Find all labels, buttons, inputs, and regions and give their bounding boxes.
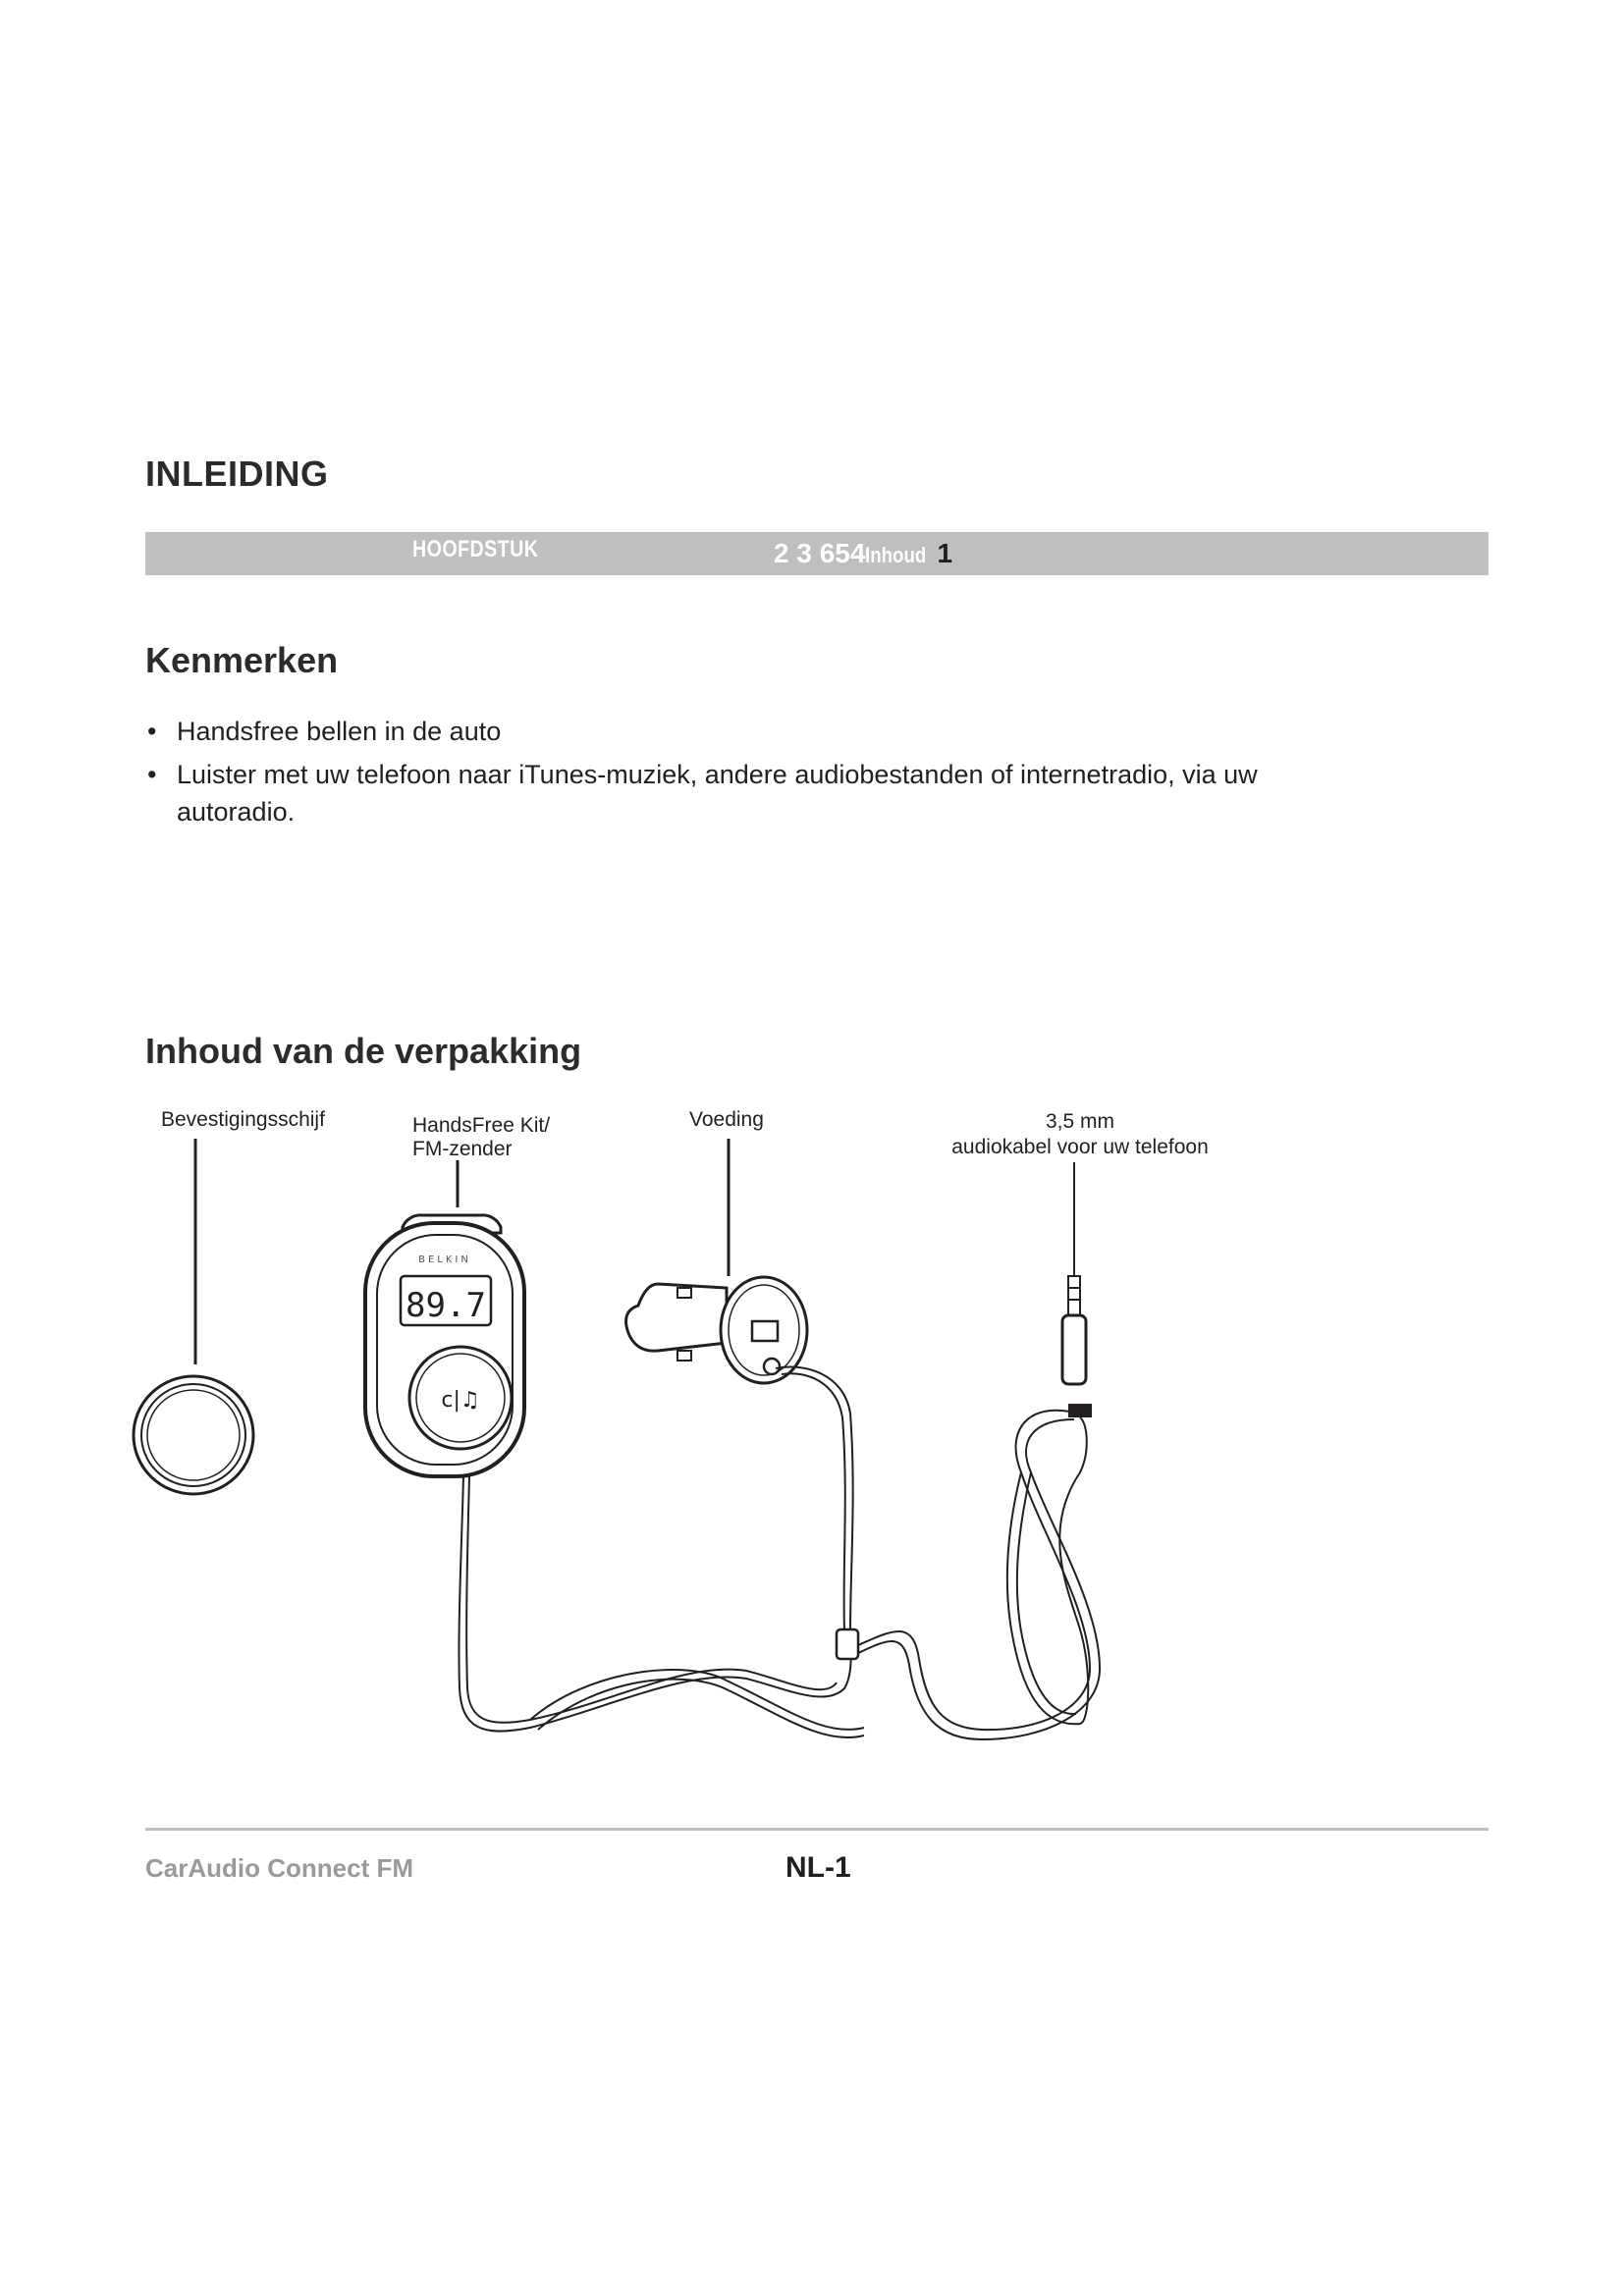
- list-item: • Handsfree bellen in de auto: [145, 713, 1373, 750]
- chapter-inhoud-link[interactable]: Inhoud: [865, 543, 927, 567]
- chapter-current-number: 1: [937, 538, 953, 568]
- footer-divider: [145, 1828, 1489, 1831]
- device-frequency: 89.7: [406, 1286, 486, 1325]
- label-kit-line1: HandsFree Kit/: [412, 1114, 551, 1137]
- chapter-other-numbers[interactable]: 2 3 654: [774, 538, 866, 568]
- cable-splitter: [837, 1629, 858, 1659]
- label-cable-line1: 3,5 mm: [1045, 1110, 1114, 1133]
- device-brand: BELKIN: [418, 1255, 471, 1265]
- usb-port-icon: [752, 1321, 778, 1341]
- label-cable-line2: audiokabel voor uw telefoon: [951, 1136, 1209, 1158]
- label-kit-line2: FM-zender: [412, 1138, 513, 1160]
- footer-product-name: CarAudio Connect FM: [145, 1853, 413, 1883]
- mounting-disc: [134, 1376, 253, 1494]
- audio-jack-plug: [1062, 1276, 1092, 1417]
- device-button-symbol: c|♫: [441, 1388, 480, 1413]
- package-heading: Inhoud van de verpakking: [145, 1031, 582, 1071]
- footer-page-number: NL-1: [785, 1851, 851, 1884]
- features-heading: Kenmerken: [145, 640, 339, 680]
- handsfree-kit: [365, 1215, 524, 1476]
- label-power: Voeding: [689, 1108, 764, 1131]
- chapter-label: HOOFDSTUK: [412, 536, 539, 562]
- page-title: INLEIDING: [145, 454, 329, 494]
- list-item: • Luister met uw telefoon naar iTunes-muziek, andere audiobestanden of internetradio, via uw autoradio.: [145, 756, 1373, 830]
- cables: [459, 1367, 1100, 1739]
- label-mount: Bevestigingsschijf: [161, 1108, 325, 1131]
